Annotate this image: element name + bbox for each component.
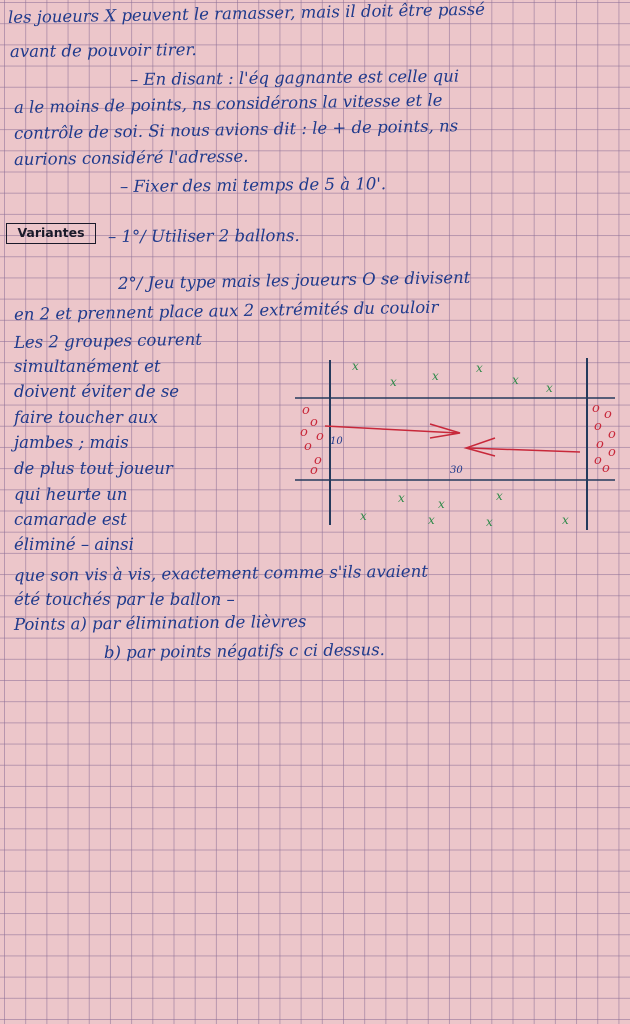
player-x-marker: x [496,489,503,503]
text-line: Les 2 groupes courent [13,329,203,352]
player-x-marker: x [352,359,359,373]
text-line: Points a) par élimination de lièvres [13,611,307,634]
right-o-players-group [592,401,616,476]
dimension-length-label: 30 [450,465,463,476]
player-o-marker: o [310,415,318,430]
arrow-right-red [325,424,460,438]
player-x-marker: x [486,515,493,529]
player-o-marker: o [300,425,308,440]
text-line: avant de pouvoir tirer. [9,40,197,61]
text-line: b) par points négatifs c ci dessus. [103,640,385,662]
text-line: éliminé – ainsi [14,535,134,554]
text-line: doivent éviter de se [14,382,180,401]
text-line: que son vis à vis, exactement comme s'ils avaient [13,561,428,585]
player-o-marker: o [602,461,610,476]
text-line: de plus tout joueur [14,459,173,478]
text-line: – En disant : l'éq gagnante est celle qui [129,66,460,89]
variantes-stamp: Variantes [6,223,96,244]
player-x-marker: x [438,497,445,511]
player-x-marker: x [390,375,397,389]
text-line: été touchés par le ballon – [14,590,235,609]
player-o-marker: o [314,453,322,468]
top-x-players-group [352,359,553,395]
text-line: – Fixer des mi temps de 5 à 10'. [119,174,387,196]
player-o-marker: o [608,445,616,460]
player-o-marker: o [316,429,324,444]
player-o-marker: o [304,439,312,454]
player-o-marker: o [592,401,600,416]
playing-field-diagram [290,340,620,550]
text-line: contrôle de soi. Si nous avions dit : le + de points, ns [13,116,459,143]
text-line: camarade est [14,510,127,529]
player-x-marker: x [562,513,569,527]
text-line: a le moins de points, ns considérons la vitesse et le [13,90,443,117]
player-x-marker: x [432,369,439,383]
player-o-marker: o [302,403,310,418]
arrow-left-red [466,438,580,456]
player-x-marker: x [546,381,553,395]
text-line: qui heurte un [14,485,128,504]
dimension-width-label: 10 [330,436,343,447]
player-o-marker: o [310,463,318,478]
player-o-marker: o [594,419,602,434]
left-o-players-group [300,403,324,478]
text-line: 2°/ Jeu type mais les joueurs O se divisent [117,267,471,293]
text-line: jambes ; mais [14,433,129,452]
player-x-marker: x [398,491,405,505]
text-line: simultanément et [14,357,161,376]
player-x-marker: x [476,361,483,375]
player-x-marker: x [428,513,435,527]
player-o-marker: o [604,407,612,422]
player-o-marker: o [594,453,602,468]
text-line: faire toucher aux [14,408,158,427]
player-x-marker: x [512,373,519,387]
player-o-marker: o [596,437,604,452]
bottom-x-players-group [360,489,569,529]
text-line: les joueurs X peuvent le ramasser, mais il doit être passé [7,0,486,27]
player-x-marker: x [360,509,367,523]
text-line: – 1°/ Utiliser 2 ballons. [107,225,300,246]
text-line: en 2 et prennent place aux 2 extrémités du couloir [13,297,439,324]
player-o-marker: o [608,427,616,442]
text-line: aurions considéré l'adresse. [13,146,249,169]
